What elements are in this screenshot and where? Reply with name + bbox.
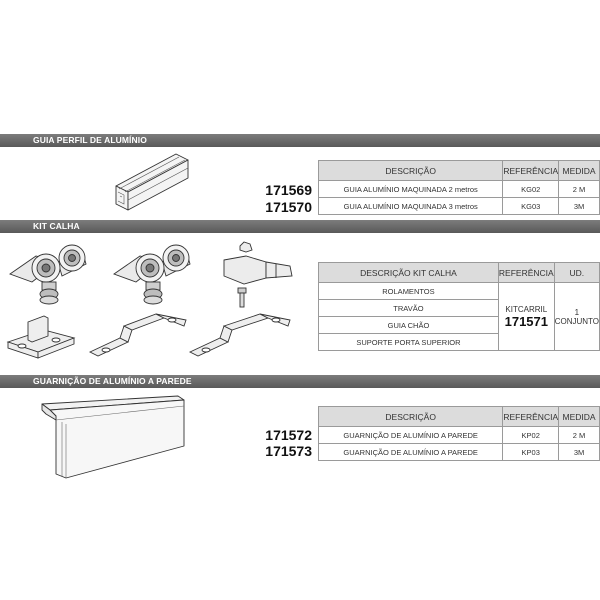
- column-header: REFERÊNCIA: [503, 161, 559, 181]
- table-row: [319, 198, 600, 215]
- door-support-image: [188, 312, 292, 366]
- kit-code: 171571: [504, 313, 548, 329]
- product-code: 171569: [265, 182, 312, 198]
- kit-item: TRAVÃO: [319, 300, 499, 317]
- column-header: UD.: [554, 263, 599, 283]
- row-description: GUIA ALUMÍNIO MAQUINADA 2 metros: [319, 181, 503, 198]
- column-header: REFERÊNCIA: [498, 263, 554, 283]
- row-measure: 2 M: [559, 181, 600, 198]
- kit-item: ROLAMENTOS: [319, 283, 499, 300]
- kit-reference: KITCARRIL: [505, 304, 548, 314]
- column-header: REFERÊNCIA: [503, 407, 559, 427]
- roller-carriage-image: [6, 240, 92, 306]
- kit-reference-cell: [498, 283, 554, 351]
- section-header-guarnicao: GUARNIÇÃO DE ALUMÍNIO A PAREDE: [0, 375, 600, 388]
- section-header-kit-calha: KIT CALHA: [0, 220, 600, 233]
- column-header: MEDIDA: [559, 161, 600, 181]
- row-reference: KG02: [503, 181, 559, 198]
- table-row: [319, 444, 600, 461]
- row-reference: KP03: [503, 444, 559, 461]
- kit-unit-cell: [554, 283, 599, 351]
- row-measure: 3M: [559, 198, 600, 215]
- column-header: DESCRIÇÃO: [319, 161, 503, 181]
- section-header-guia-perfil: GUIA PERFIL DE ALUMÍNIO: [0, 134, 600, 147]
- table-row: [319, 181, 600, 198]
- spec-table-guia: [318, 160, 600, 215]
- column-header: DESCRIÇÃO: [319, 407, 503, 427]
- stopper-bracket-image: [216, 238, 298, 310]
- row-description: GUARNIÇÃO DE ALUMÍNIO A PAREDE: [319, 444, 503, 461]
- kit-unit-label: CONJUNTO: [554, 316, 599, 326]
- door-support-image: [88, 312, 188, 366]
- floor-guide-image: [4, 312, 78, 364]
- row-reference: KP02: [503, 427, 559, 444]
- row-reference: KG03: [503, 198, 559, 215]
- table-row: [319, 427, 600, 444]
- kit-item: GUIA CHÃO: [319, 317, 499, 334]
- product-code: 171570: [265, 199, 312, 215]
- column-header: DESCRIÇÃO KIT CALHA: [319, 263, 499, 283]
- spec-table-kit-calha: [318, 262, 600, 351]
- row-measure: 2 M: [559, 427, 600, 444]
- spec-table-guarnicao: [318, 406, 600, 461]
- kit-unit-qty: 1: [574, 307, 580, 317]
- kit-item: SUPORTE PORTA SUPERIOR: [319, 334, 499, 351]
- wall-trim-profile-image: [38, 394, 188, 484]
- column-header: MEDIDA: [559, 407, 600, 427]
- row-measure: 3M: [559, 444, 600, 461]
- aluminium-rail-profile-image: [108, 152, 190, 218]
- table-row: [319, 283, 600, 300]
- roller-carriage-image: [110, 240, 196, 306]
- row-description: GUIA ALUMÍNIO MAQUINADA 3 metros: [319, 198, 503, 215]
- product-code: 171572: [265, 427, 312, 443]
- row-description: GUARNIÇÃO DE ALUMÍNIO A PAREDE: [319, 427, 503, 444]
- product-code: 171573: [265, 443, 312, 459]
